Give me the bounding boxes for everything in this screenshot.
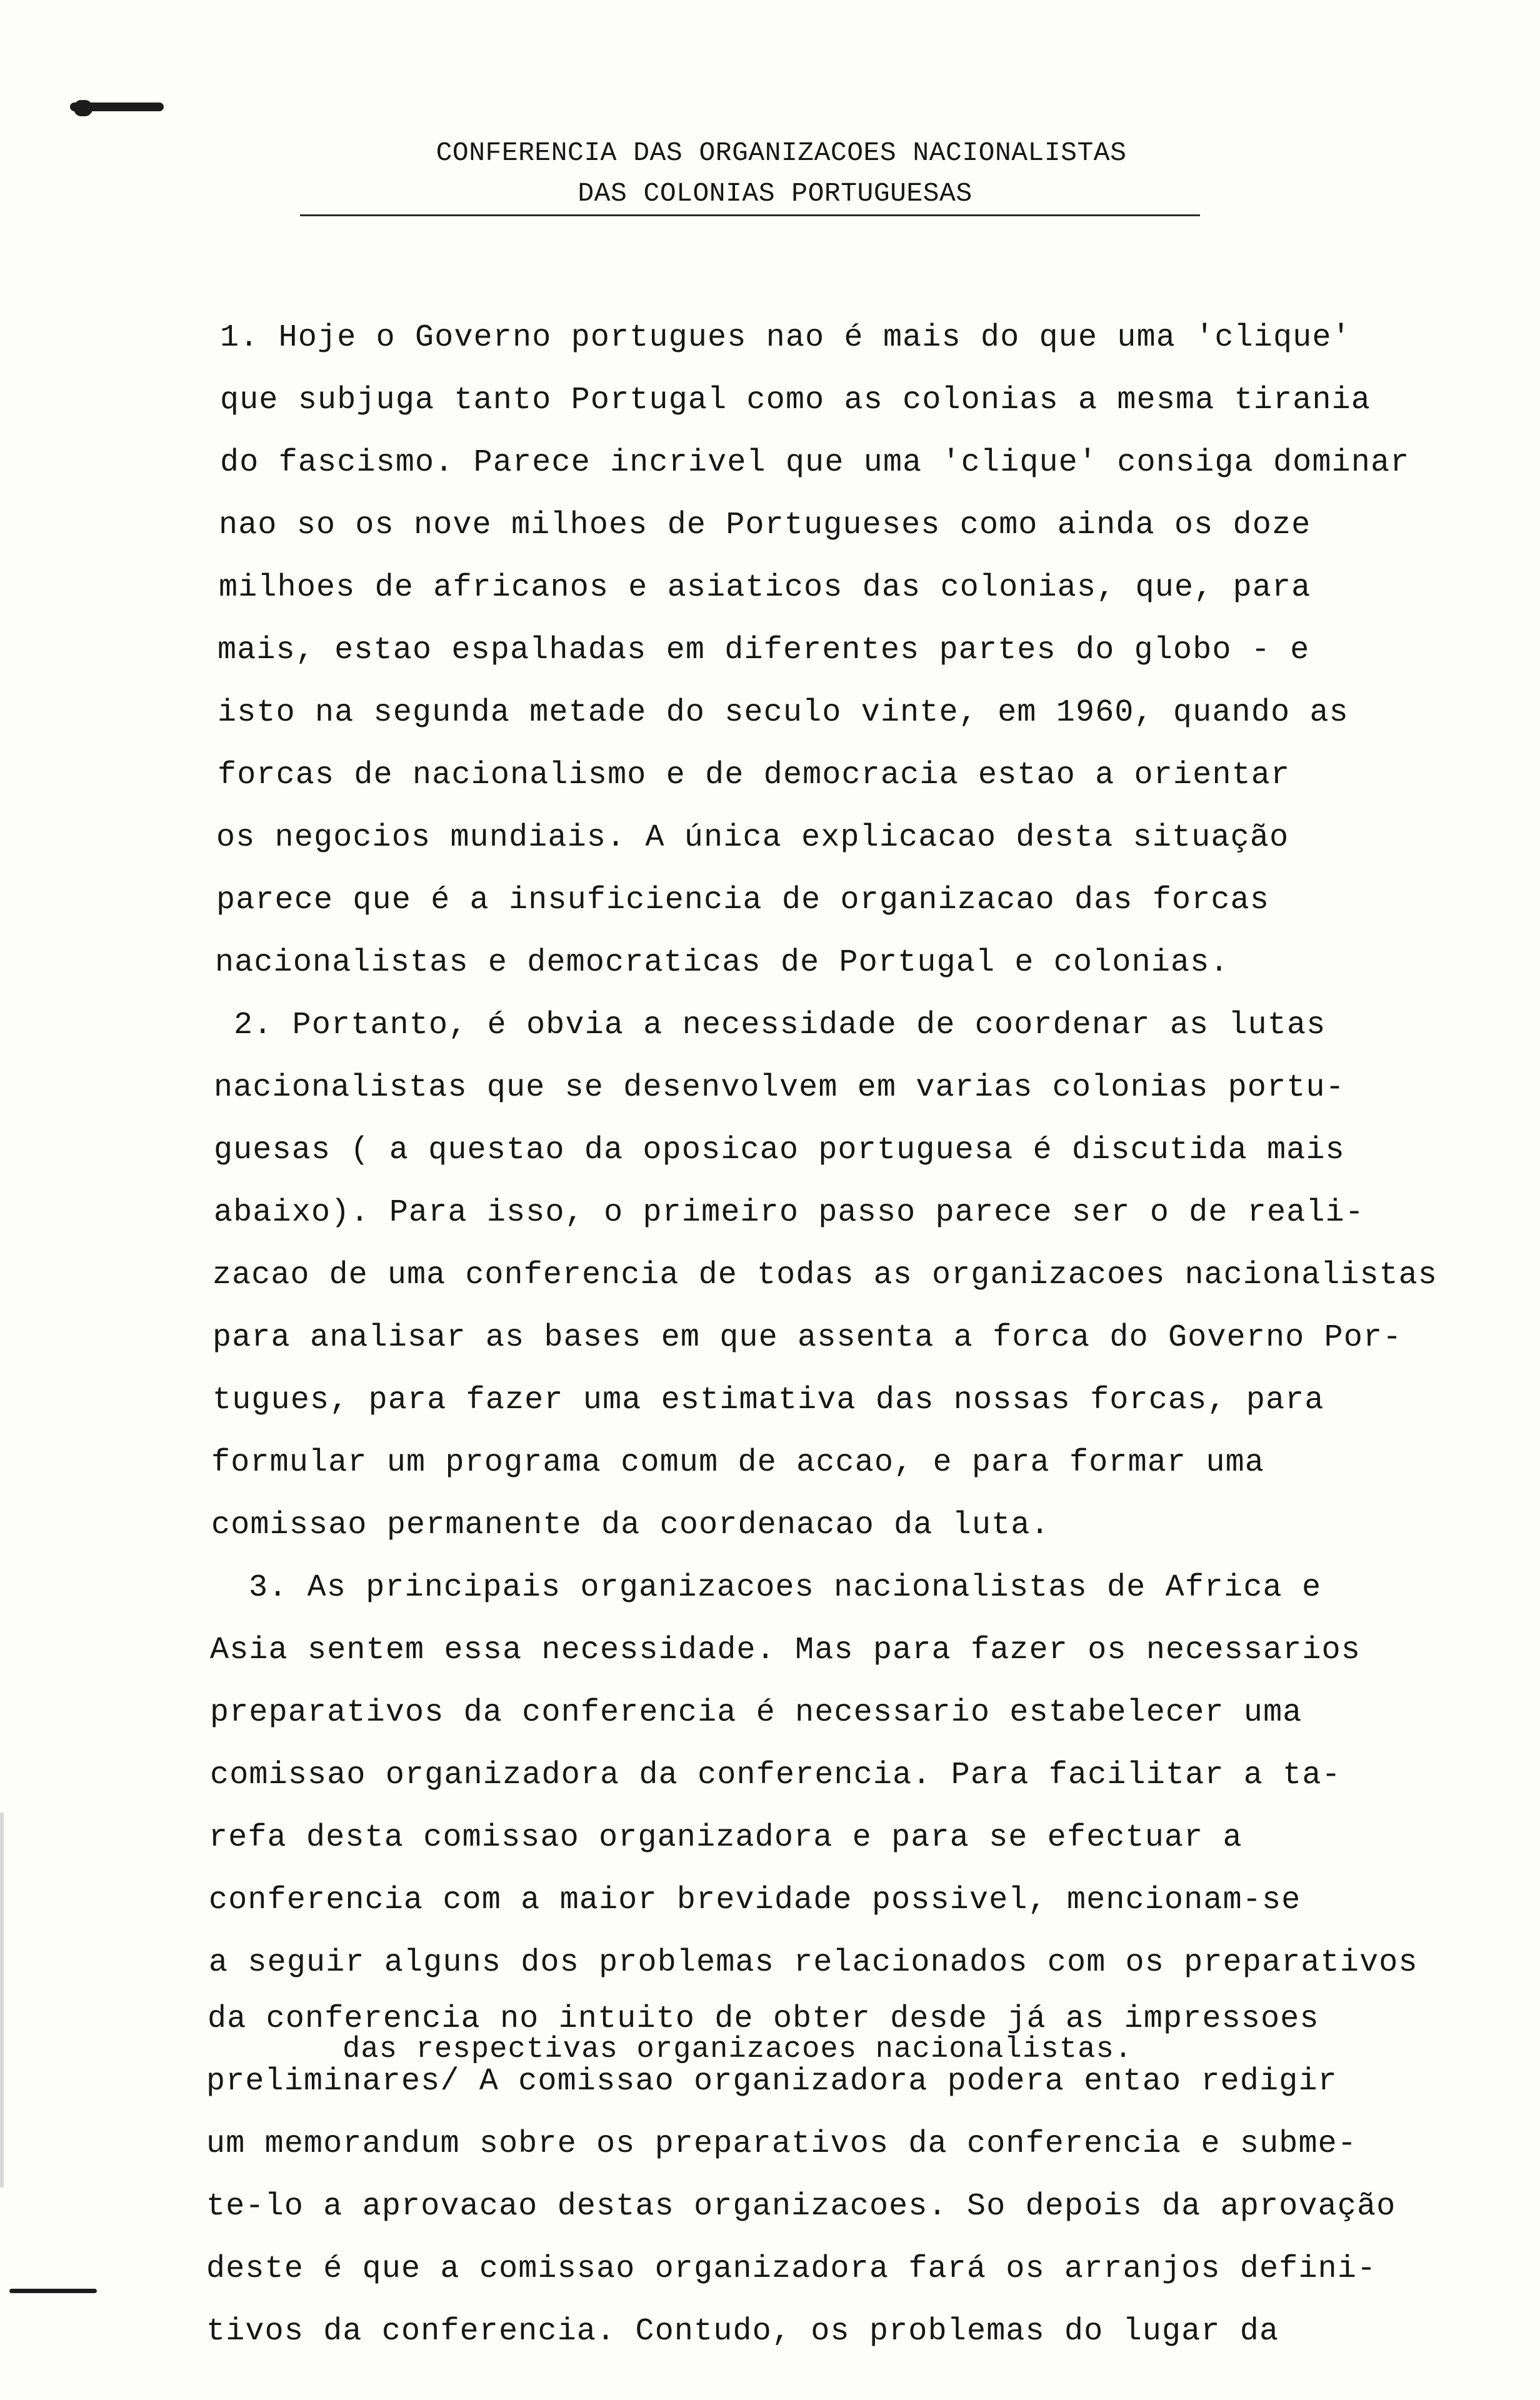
text-line: te-lo a aprovacao destas organizacoes. So depois da aprovação (206, 2189, 1396, 2224)
text-line: milhoes de africanos e asiaticos das colonias, que, para (219, 570, 1311, 606)
text-line: nacionalistas e democraticas de Portugal e colonias. (215, 945, 1229, 981)
text-line: nao so os nove milhoes de Portugueses como ainda os doze (219, 508, 1311, 543)
text-line: comissao permanente da coordenacao da luta. (211, 1508, 1050, 1543)
document-title-line-2: DAS COLONIAS PORTUGUESAS (578, 178, 972, 209)
text-line: comissao organizadora da conferencia. Para facilitar a ta- (210, 1758, 1341, 1793)
text-line: para analisar as bases em que assenta a forca do Governo Por- (212, 1320, 1402, 1356)
text-line: preparativos da conferencia é necessario estabelecer uma (210, 1695, 1302, 1731)
text-line: formular um programa comum de accao, e para formar uma (211, 1445, 1265, 1481)
text-line: do fascismo. Parece incrivel que uma 'clique' consiga dominar (220, 445, 1410, 481)
text-line: mais, estao espalhadas em diferentes partes do globo - e (218, 632, 1310, 668)
text-line: deste é que a comissao organizadora fará os arranjos defini- (206, 2251, 1377, 2287)
text-line: isto na segunda metade do seculo vinte, em 1960, quando as (218, 695, 1349, 731)
text-line: nacionalistas que se desenvolvem em varias colonias portu- (214, 1070, 1345, 1106)
text-line: conferencia com a maior brevidade possivel, mencionam-se (209, 1882, 1301, 1918)
text-line: forcas de nacionalismo e de democracia estao a orientar (218, 758, 1291, 793)
document-title-line-1: CONFERENCIA DAS ORGANIZACOES NACIONALISTAS (436, 138, 1127, 168)
text-line: guesas ( a questao da oposicao portuguesa é discutida mais (214, 1132, 1345, 1168)
text-line: 2. Portanto, é obvia a necessidade de coordenar as lutas (234, 1008, 1326, 1043)
text-line: preliminares/ A comissao organizadora podera entao redigir (206, 2064, 1338, 2099)
text-line: os negocios mundiais. A única explicacao desta situação (216, 820, 1289, 856)
text-line: Asia sentem essa necessidade. Mas para fazer os necessarios (210, 1632, 1361, 1668)
title-underline (300, 214, 1200, 216)
text-line: da conferencia no intuito de obter desde já as impressoes (208, 2001, 1319, 2037)
text-line: refa desta comissao organizadora e para se efectuar a (209, 1820, 1242, 1856)
text-line: abaixo). Para isso, o primeiro passo parece ser o de reali- (214, 1195, 1365, 1231)
text-line-inserted: das respectivas organizacoes nacionalistas. (342, 2033, 1133, 2066)
text-line: 3. As principais organizacoes nacionalistas de Africa e (249, 1570, 1322, 1606)
text-line: um memorandum sobre os preparativos da conferencia e subme- (206, 2126, 1358, 2162)
scan-blot (9, 2289, 97, 2293)
scan-edge (0, 1812, 4, 2188)
text-line: a seguir alguns dos problemas relacionados com os preparativos (209, 1945, 1418, 1981)
text-line: zacao de uma conferencia de todas as organizacoes nacionalistas (212, 1258, 1438, 1293)
text-line: tivos da conferencia. Contudo, os problemas do lugar da (206, 2314, 1279, 2349)
text-line: tugues, para fazer uma estimativa das nossas forcas, para (212, 1382, 1324, 1418)
text-line: parece que é a insuficiencia de organizacao das forcas (216, 882, 1270, 918)
text-line: que subjuga tanto Portugal como as colonias a mesma tirania (220, 382, 1371, 418)
text-line: 1. Hoje o Governo portugues nao é mais do que uma 'clique' (220, 320, 1351, 356)
scan-blot (74, 100, 92, 116)
